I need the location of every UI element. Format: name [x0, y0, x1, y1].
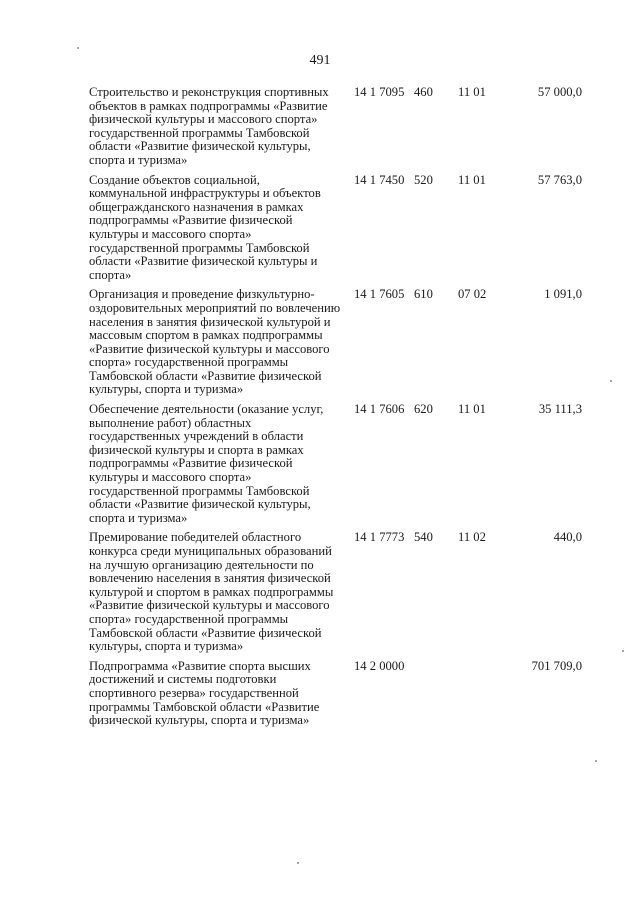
row-expense-type: 540	[414, 530, 433, 545]
scan-speck	[77, 47, 79, 49]
row-section: 11 01	[458, 172, 486, 187]
row-section: 11 02	[458, 530, 486, 545]
row-expense-type: 520	[414, 172, 433, 187]
budget-table	[0, 86, 640, 734]
row-target-code: 14 1 7450	[354, 172, 405, 187]
row-description: Строительство и реконструкция спортивных объектов в рамках подпрограммы «Развитие физической культуры и массового спорта» государственной программы Тамбовской области «Развитие физической культуры, спорта и туризма»	[89, 85, 329, 167]
row-amount: 1 091,0	[544, 287, 582, 302]
row-description: Обеспечение деятельности (оказание услуг, выполнение работ) областных государственных учреждений в области физической культуры и спорта в рамках подпрограммы «Развитие физической культуры и массового спорта» государственной программы Тамбовской области «Развитие физической культуры, спорта и туризма»	[89, 402, 324, 525]
row-target-code: 14 1 7605	[354, 287, 405, 302]
row-expense-type: 460	[414, 85, 433, 99]
table-row	[0, 174, 640, 283]
row-target-code: 14 1 7606	[354, 402, 405, 417]
row-description: Организация и проведение физкультурно-оздоровительных мероприятий по вовлечению населения в занятия физической культурой и массовым спортом в рамках подпрограммы «Развитие физической культуры и массового спорта» государственной программы Тамбовской области «Развитие физической культуры, спорта и туризма»	[89, 287, 341, 397]
row-amount: 57 000,0	[537, 85, 582, 99]
scan-speck	[595, 760, 597, 762]
row-description: Премирование победителей областного конкурса среди муниципальных образований на лучшую организацию деятельности по вовлечению населения в занятия физической культурой и спортом в рамках подпрограммы «Развитие физической культуры и массового спорта» государственной программы Тамбовской области «Развитие физической культуры, спорта и туризма»	[89, 530, 334, 654]
row-amount: 440,0	[553, 530, 582, 545]
scan-speck	[297, 862, 299, 864]
scan-speck	[610, 380, 612, 382]
page-number: 491	[309, 53, 331, 68]
row-description: Создание объектов социальной, коммунальной инфраструктуры и объектов общегражданского назначения в рамках подпрограммы «Развитие физической культуры и массового спорта» государственной программы Тамбовской области «Развитие физической культуры и спорта»	[89, 172, 321, 282]
row-amount: 701 709,0	[531, 658, 582, 673]
row-expense-type: 620	[414, 402, 433, 417]
row-amount: 35 111,3	[538, 402, 582, 417]
table-row	[0, 288, 640, 397]
row-section: 07 02	[458, 287, 487, 302]
row-target-code: 14 1 7773	[354, 530, 405, 545]
row-target-code: 14 1 7095	[354, 85, 405, 99]
row-section: 11 01	[458, 402, 486, 417]
table-row	[0, 660, 640, 728]
table-row	[0, 403, 640, 525]
table-row	[0, 86, 640, 168]
table-row	[0, 531, 640, 653]
row-section: 11 01	[458, 85, 486, 99]
row-description: Подпрограмма «Развитие спорта высших достижений и системы подготовки спортивного резерва» государственной программы Тамбовской области «Развитие физической культуры, спорта и туризма»	[89, 658, 320, 728]
row-expense-type: 610	[414, 287, 433, 302]
row-amount: 57 763,0	[537, 172, 582, 187]
scan-speck	[622, 650, 624, 652]
row-target-code: 14 2 0000	[354, 658, 405, 673]
